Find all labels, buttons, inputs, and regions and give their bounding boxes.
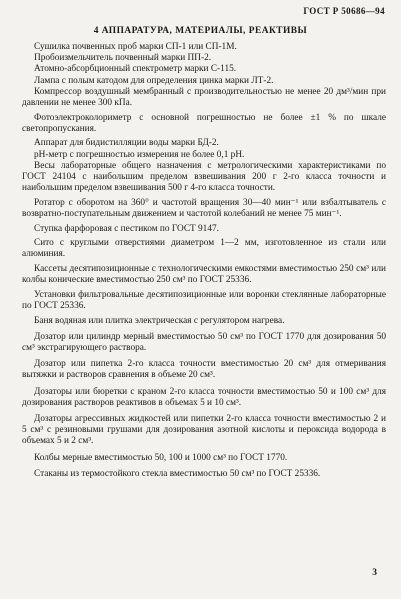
section-title: 4 АППАРАТУРА, МАТЕРИАЛЫ, РЕАКТИВЫ — [93, 26, 308, 36]
paragraph: Дозаторы агрессивных жидкостей или пипетки 2-го класса точности вместимостью 2 и 5 см³ с резиновыми грушами для дозирования азотной кислоты и пероксида водорода в объемах 5 и 2 см³. — [22, 414, 386, 447]
paragraph: Сито с круглыми отверстиями диаметром 1—2 мм, изготовленное из стали или алюминия. — [22, 238, 386, 260]
paragraph: Дозатор или пипетка 2-го класса точности вместимостью 20 см³ для отмеривания вытяжки и растворов сравнения в объеме 20 см³. — [22, 359, 386, 381]
paragraph: Баня водяная или плитка электрическая с регулятором нагрева. — [34, 315, 285, 326]
standard-number: ГОСТ Р 50686—94 — [303, 6, 385, 16]
paragraph: Дозатор или цилиндр мерный вместимостью 50 см³ по ГОСТ 1770 для дозирования 50 см³ экстрагирующего раствора. — [22, 331, 386, 353]
section-body — [22, 42, 386, 483]
paragraph: Лампа с полым катодом для определения цинка марки ЛТ-2. — [34, 75, 274, 86]
paragraph: Компрессор воздушный мембранный с производительностью не менее 20 дм³/мин при давлении не менее 300 кПа. — [22, 86, 386, 109]
paragraph: Кассеты десятипозиционные с технологическими емкостями вместимостью 250 см³ или колбы конические вместимостью 250 см³ по ГОСТ 25336. — [22, 264, 386, 286]
paragraph: Установки фильтровальные десятипозиционные или воронки стеклянные лабораторные по ГОСТ 25336. — [22, 289, 386, 311]
page-number: 3 — [372, 568, 377, 578]
paragraph: Пробоизмельчитель почвенный марки ПП-2. — [34, 53, 212, 64]
paragraph: рН-метр с погрешностью измерения не более 0,1 рН. — [34, 149, 245, 160]
paragraph: Сушилка почвенных проб марки СП-1 или СП-1М. — [34, 42, 237, 52]
paragraph: Колбы мерные вместимостью 50, 100 и 1000 см³ по ГОСТ 1770. — [34, 452, 288, 463]
paragraph: Фотоэлектроколориметр с основной погрешностью не более ±1 % по шкале светопропускания. — [22, 112, 386, 134]
paragraph: Ступка фарфоровая с пестиком по ГОСТ 9147. — [34, 223, 219, 234]
paragraph: Атомно-абсорбционный спектрометр марки С-115. — [34, 64, 237, 75]
paragraph: Весы лабораторные общего назначения с метрологическими характеристиками по ГОСТ 24104 с наибольшим пределом взвешивания 200 г 2-го класса точности и наибольшим пределом взвешивания 500 г 4-го класса точности. — [22, 160, 386, 194]
paragraph: Дозаторы или бюретки с краном 2-го класса точности вместимостью 50 и 100 см³ для дозирования растворов реактивов в объемах 5 и 10 см³. — [22, 386, 386, 408]
paragraph: Стаканы из термостойкого стекла вместимостью 50 см³ по ГОСТ 25336. — [34, 468, 321, 479]
paragraph: Ротатор с оборотом на 360° и частотой вращения 30—40 мин⁻¹ или взбалтыватель с возвратно-поступательным движением и частотой колебаний не менее 75 мин⁻¹. — [22, 197, 386, 220]
paragraph: Аппарат для бидистилляции воды марки БД-2. — [34, 138, 219, 149]
